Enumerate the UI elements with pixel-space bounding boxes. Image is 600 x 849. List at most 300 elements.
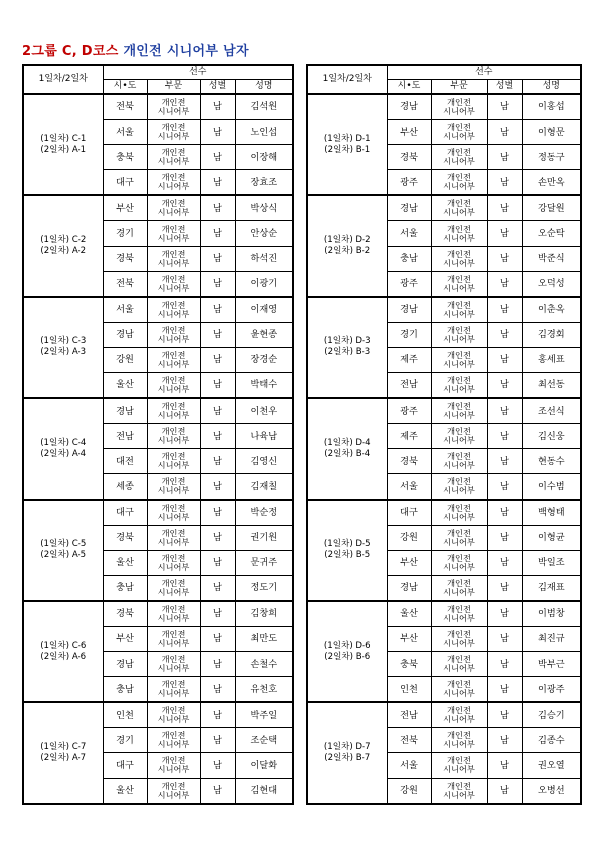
division-cell xyxy=(147,550,200,575)
division-line-1: 개인전 xyxy=(447,248,471,259)
division-line-2: 시니어부 xyxy=(443,282,475,293)
group-day2: (2일차) A-1 xyxy=(40,144,87,155)
division-cell xyxy=(431,347,487,372)
group-label xyxy=(23,195,103,296)
region-cell: 경남 xyxy=(387,575,431,601)
name-cell: 박부근 xyxy=(522,652,581,677)
division-line-1: 개인전 xyxy=(447,223,471,234)
gender-cell: 남 xyxy=(200,500,235,526)
name-cell: 손철수 xyxy=(235,652,293,677)
region-cell: 충남 xyxy=(387,246,431,271)
group-day2: (2일차) B-7 xyxy=(324,752,371,763)
division-line-1: 개인전 xyxy=(161,502,186,513)
gender-cell: 남 xyxy=(200,145,235,170)
division-line-2: 시니어부 xyxy=(443,739,475,750)
division-line-2: 시니어부 xyxy=(157,257,190,268)
gender-cell: 남 xyxy=(487,601,522,627)
group-label xyxy=(307,398,387,499)
name-cell: 손만옥 xyxy=(522,170,581,196)
division-line-1: 개인전 xyxy=(447,172,471,183)
division-line-2: 시니어부 xyxy=(157,384,190,395)
division-line-1: 개인전 xyxy=(447,577,471,588)
division-line-2: 시니어부 xyxy=(157,308,190,319)
region-cell: 경남 xyxy=(103,652,147,677)
gender-cell: 남 xyxy=(200,170,235,196)
group-label xyxy=(307,195,387,296)
region-cell: 부산 xyxy=(387,626,431,651)
group-day2: (2일차) B-1 xyxy=(324,144,371,155)
gender-cell: 남 xyxy=(200,702,235,728)
name-cell: 장경순 xyxy=(235,347,293,372)
division-line-2: 시니어부 xyxy=(157,764,190,775)
group-day1: (1일차) D-3 xyxy=(323,336,371,347)
division-cell xyxy=(431,94,487,120)
region-cell: 세종 xyxy=(103,474,147,500)
gender-cell: 남 xyxy=(200,575,235,601)
division-line-1: 개인전 xyxy=(161,679,186,690)
division-line-1: 개인전 xyxy=(161,172,186,183)
region-cell: 부산 xyxy=(387,550,431,575)
name-cell: 이홍섭 xyxy=(522,94,581,120)
gender-cell: 남 xyxy=(487,424,522,449)
name-cell: 안상순 xyxy=(235,221,293,246)
division-cell xyxy=(147,271,200,297)
table-row xyxy=(307,297,581,323)
table-row xyxy=(307,702,581,728)
division-line-2: 시니어부 xyxy=(157,739,190,750)
division-cell xyxy=(431,170,487,196)
division-cell xyxy=(431,145,487,170)
group-day1: (1일차) D-5 xyxy=(323,539,371,550)
region-cell: 경북 xyxy=(103,525,147,550)
table-row xyxy=(23,195,293,221)
name-cell: 나육남 xyxy=(235,424,293,449)
header-division: 부문 xyxy=(431,80,487,95)
region-cell: 충북 xyxy=(387,652,431,677)
name-cell: 김경회 xyxy=(522,322,581,347)
gender-cell: 남 xyxy=(487,677,522,703)
name-cell: 오순탁 xyxy=(522,221,581,246)
region-cell: 제주 xyxy=(387,347,431,372)
gender-cell: 남 xyxy=(200,525,235,550)
header-gender: 성별 xyxy=(200,80,235,95)
division-line-1: 개인전 xyxy=(447,780,471,791)
gender-cell: 남 xyxy=(487,474,522,500)
table-row xyxy=(307,500,581,526)
header-day: 1일차/2일차 xyxy=(307,65,387,94)
division-cell xyxy=(431,398,487,424)
division-line-2: 시니어부 xyxy=(157,181,190,192)
gender-cell: 남 xyxy=(487,525,522,550)
division-line-2: 시니어부 xyxy=(443,536,475,547)
division-line-2: 시니어부 xyxy=(443,561,475,572)
group-label xyxy=(307,94,387,195)
region-cell: 경기 xyxy=(103,728,147,753)
group-day2: (2일차) B-6 xyxy=(324,651,371,662)
name-cell: 이재영 xyxy=(235,297,293,323)
division-cell xyxy=(147,474,200,500)
division-line-2: 시니어부 xyxy=(443,764,475,775)
gender-cell: 남 xyxy=(200,195,235,221)
division-cell xyxy=(431,778,487,804)
name-cell: 이달화 xyxy=(235,753,293,778)
division-cell xyxy=(147,575,200,601)
gender-cell: 남 xyxy=(200,778,235,804)
name-cell: 박순정 xyxy=(235,500,293,526)
division-cell xyxy=(431,449,487,474)
division-line-2: 시니어부 xyxy=(443,688,475,699)
division-line-2: 시니어부 xyxy=(443,410,475,421)
header-row xyxy=(23,65,293,80)
division-line-2: 시니어부 xyxy=(443,207,475,218)
header-name: 성명 xyxy=(235,80,293,95)
division-line-1: 개인전 xyxy=(447,476,471,487)
header-row xyxy=(307,65,581,80)
name-cell: 이형문 xyxy=(522,120,581,145)
name-cell: 김석원 xyxy=(235,94,293,120)
name-cell: 홍세표 xyxy=(522,347,581,372)
group-label xyxy=(23,297,103,398)
region-cell: 경북 xyxy=(387,449,431,474)
group-day2: (2일차) A-4 xyxy=(40,448,87,459)
division-line-2: 시니어부 xyxy=(157,638,190,649)
name-cell: 김현대 xyxy=(235,778,293,804)
group-day1: (1일차) D-1 xyxy=(323,133,371,144)
region-cell: 서울 xyxy=(387,474,431,500)
division-line-2: 시니어부 xyxy=(443,384,475,395)
region-cell: 전남 xyxy=(387,373,431,399)
name-cell: 박준식 xyxy=(522,246,581,271)
division-line-2: 시니어부 xyxy=(443,106,475,117)
region-cell: 경남 xyxy=(103,322,147,347)
division-line-1: 개인전 xyxy=(447,198,471,209)
division-cell xyxy=(431,500,487,526)
gender-cell: 남 xyxy=(200,550,235,575)
region-cell: 경기 xyxy=(103,221,147,246)
name-cell: 김재표 xyxy=(522,575,581,601)
division-cell xyxy=(431,221,487,246)
gender-cell: 남 xyxy=(487,195,522,221)
region-cell: 전남 xyxy=(103,424,147,449)
name-cell: 이형균 xyxy=(522,525,581,550)
gender-cell: 남 xyxy=(200,728,235,753)
division-line-1: 개인전 xyxy=(161,527,186,538)
name-cell: 이춘옥 xyxy=(522,297,581,323)
division-cell xyxy=(147,525,200,550)
division-line-1: 개인전 xyxy=(447,375,471,386)
region-cell: 서울 xyxy=(103,297,147,323)
gender-cell: 남 xyxy=(200,652,235,677)
division-cell xyxy=(147,246,200,271)
division-line-1: 개인전 xyxy=(161,349,186,360)
division-line-1: 개인전 xyxy=(161,273,186,284)
region-cell: 대구 xyxy=(103,753,147,778)
division-line-1: 개인전 xyxy=(447,401,471,412)
division-cell xyxy=(147,120,200,145)
division-line-1: 개인전 xyxy=(161,248,186,259)
gender-cell: 남 xyxy=(200,398,235,424)
division-line-2: 시니어부 xyxy=(157,131,190,142)
division-cell xyxy=(431,271,487,297)
name-cell: 이광기 xyxy=(235,271,293,297)
name-cell: 유천호 xyxy=(235,677,293,703)
header-players: 선수 xyxy=(387,65,581,80)
table-row xyxy=(23,94,293,120)
name-cell: 오덕성 xyxy=(522,271,581,297)
division-line-2: 시니어부 xyxy=(157,106,190,117)
division-line-2: 시니어부 xyxy=(443,232,475,243)
division-line-1: 개인전 xyxy=(161,198,186,209)
header-region: 시•도 xyxy=(103,80,147,95)
division-line-1: 개인전 xyxy=(161,426,186,437)
division-cell xyxy=(147,424,200,449)
region-cell: 부산 xyxy=(103,195,147,221)
division-line-2: 시니어부 xyxy=(157,333,190,344)
gender-cell: 남 xyxy=(487,322,522,347)
gender-cell: 남 xyxy=(200,449,235,474)
division-line-1: 개인전 xyxy=(447,299,471,310)
division-cell xyxy=(147,601,200,627)
gender-cell: 남 xyxy=(487,297,522,323)
division-line-1: 개인전 xyxy=(447,654,471,665)
gender-cell: 남 xyxy=(200,753,235,778)
name-cell: 장효조 xyxy=(235,170,293,196)
name-cell: 김신웅 xyxy=(522,424,581,449)
name-cell: 백형태 xyxy=(522,500,581,526)
gender-cell: 남 xyxy=(487,500,522,526)
name-cell: 현동수 xyxy=(522,449,581,474)
division-line-1: 개인전 xyxy=(447,679,471,690)
division-cell xyxy=(431,677,487,703)
name-cell: 이범창 xyxy=(522,601,581,627)
gender-cell: 남 xyxy=(487,246,522,271)
name-cell: 하석진 xyxy=(235,246,293,271)
division-cell xyxy=(147,195,200,221)
division-line-2: 시니어부 xyxy=(443,586,475,597)
title-event: 개인전 시니어부 남자 xyxy=(123,44,249,59)
region-cell: 강원 xyxy=(103,347,147,372)
region-cell: 인천 xyxy=(103,702,147,728)
region-cell: 충남 xyxy=(103,575,147,601)
header-day: 1일차/2일차 xyxy=(23,65,103,94)
division-line-2: 시니어부 xyxy=(443,131,475,142)
group-day2: (2일차) A-7 xyxy=(40,752,87,763)
name-cell: 박주일 xyxy=(235,702,293,728)
division-cell xyxy=(431,424,487,449)
division-line-1: 개인전 xyxy=(161,97,186,108)
region-cell: 부산 xyxy=(387,120,431,145)
region-cell: 울산 xyxy=(103,550,147,575)
name-cell: 최진규 xyxy=(522,626,581,651)
gender-cell: 남 xyxy=(487,702,522,728)
table-row xyxy=(23,601,293,627)
division-line-1: 개인전 xyxy=(161,122,186,133)
region-cell: 광주 xyxy=(387,271,431,297)
region-cell: 인천 xyxy=(387,677,431,703)
name-cell: 조선식 xyxy=(522,398,581,424)
division-line-1: 개인전 xyxy=(161,629,186,640)
division-cell xyxy=(147,322,200,347)
division-line-1: 개인전 xyxy=(447,755,471,766)
division-cell xyxy=(431,297,487,323)
division-line-2: 시니어부 xyxy=(443,358,475,369)
gender-cell: 남 xyxy=(200,297,235,323)
division-cell xyxy=(147,677,200,703)
division-cell xyxy=(147,398,200,424)
division-line-2: 시니어부 xyxy=(443,181,475,192)
division-line-2: 시니어부 xyxy=(157,511,190,522)
region-cell: 대구 xyxy=(103,500,147,526)
division-line-2: 시니어부 xyxy=(157,688,190,699)
group-label xyxy=(23,601,103,702)
division-line-2: 시니어부 xyxy=(443,333,475,344)
division-cell xyxy=(147,297,200,323)
division-cell xyxy=(147,347,200,372)
table-row xyxy=(23,297,293,323)
division-line-1: 개인전 xyxy=(447,122,471,133)
region-cell: 전북 xyxy=(387,728,431,753)
group-label xyxy=(23,94,103,195)
name-cell: 박상식 xyxy=(235,195,293,221)
division-line-1: 개인전 xyxy=(161,730,186,741)
division-line-2: 시니어부 xyxy=(443,460,475,471)
name-cell: 정도기 xyxy=(235,575,293,601)
division-line-1: 개인전 xyxy=(161,324,186,335)
group-day1: (1일차) D-2 xyxy=(323,235,371,246)
gender-cell: 남 xyxy=(487,652,522,677)
table-row xyxy=(307,398,581,424)
region-cell: 광주 xyxy=(387,170,431,196)
division-line-2: 시니어부 xyxy=(157,410,190,421)
header-division: 부문 xyxy=(147,80,200,95)
gender-cell: 남 xyxy=(487,753,522,778)
division-line-1: 개인전 xyxy=(447,527,471,538)
division-cell xyxy=(431,575,487,601)
gender-cell: 남 xyxy=(200,626,235,651)
region-cell: 강원 xyxy=(387,525,431,550)
name-cell: 최만도 xyxy=(235,626,293,651)
division-cell xyxy=(147,626,200,651)
table-row xyxy=(23,702,293,728)
group-day2: (2일차) A-5 xyxy=(40,550,87,561)
division-line-1: 개인전 xyxy=(447,426,471,437)
gender-cell: 남 xyxy=(200,221,235,246)
name-cell: 윤현종 xyxy=(235,322,293,347)
group-day1: (1일차) D-4 xyxy=(323,437,371,448)
region-cell: 충남 xyxy=(103,677,147,703)
division-cell xyxy=(431,550,487,575)
division-line-1: 개인전 xyxy=(161,223,186,234)
division-cell xyxy=(147,702,200,728)
division-line-1: 개인전 xyxy=(161,375,186,386)
region-cell: 대구 xyxy=(387,500,431,526)
region-cell: 충북 xyxy=(103,145,147,170)
division-line-2: 시니어부 xyxy=(443,257,475,268)
region-cell: 부산 xyxy=(103,626,147,651)
division-line-1: 개인전 xyxy=(447,552,471,563)
region-cell: 전북 xyxy=(103,271,147,297)
header-name: 성명 xyxy=(522,80,581,95)
group-day1: (1일차) C-3 xyxy=(40,336,87,347)
division-line-2: 시니어부 xyxy=(443,485,475,496)
gender-cell: 남 xyxy=(200,347,235,372)
division-cell xyxy=(431,525,487,550)
gender-cell: 남 xyxy=(200,322,235,347)
group-day2: (2일차) A-6 xyxy=(40,651,87,662)
division-cell xyxy=(431,728,487,753)
name-cell: 조순택 xyxy=(235,728,293,753)
division-cell xyxy=(147,373,200,399)
division-line-2: 시니어부 xyxy=(157,561,190,572)
name-cell: 오병선 xyxy=(522,778,581,804)
gender-cell: 남 xyxy=(487,170,522,196)
gender-cell: 남 xyxy=(200,94,235,120)
division-cell xyxy=(431,652,487,677)
region-cell: 전남 xyxy=(387,702,431,728)
name-cell: 이광주 xyxy=(522,677,581,703)
division-line-1: 개인전 xyxy=(447,629,471,640)
division-line-1: 개인전 xyxy=(447,451,471,462)
division-cell xyxy=(147,170,200,196)
region-cell: 서울 xyxy=(103,120,147,145)
group-day1: (1일차) D-7 xyxy=(323,741,371,752)
name-cell: 강달원 xyxy=(522,195,581,221)
region-cell: 대구 xyxy=(103,170,147,196)
title-group-course: 2그룹 C, D코스 xyxy=(22,44,119,59)
division-line-1: 개인전 xyxy=(161,147,186,158)
group-day1: (1일차) C-4 xyxy=(40,437,87,448)
division-line-1: 개인전 xyxy=(447,705,471,716)
group-label xyxy=(23,500,103,601)
gender-cell: 남 xyxy=(487,550,522,575)
division-line-2: 시니어부 xyxy=(157,485,190,496)
division-line-1: 개인전 xyxy=(447,147,471,158)
division-line-2: 시니어부 xyxy=(157,232,190,243)
division-cell xyxy=(431,601,487,627)
table-row xyxy=(307,195,581,221)
region-cell: 경기 xyxy=(387,322,431,347)
division-cell xyxy=(431,195,487,221)
division-line-2: 시니어부 xyxy=(443,308,475,319)
division-line-1: 개인전 xyxy=(161,780,186,791)
gender-cell: 남 xyxy=(200,373,235,399)
region-cell: 경남 xyxy=(387,297,431,323)
division-line-2: 시니어부 xyxy=(157,435,190,446)
gender-cell: 남 xyxy=(200,271,235,297)
group-day2: (2일차) A-3 xyxy=(40,347,87,358)
region-cell: 서울 xyxy=(387,753,431,778)
division-line-2: 시니어부 xyxy=(157,207,190,218)
division-cell xyxy=(431,626,487,651)
division-cell xyxy=(431,474,487,500)
table-row xyxy=(307,601,581,627)
name-cell: 김재칠 xyxy=(235,474,293,500)
name-cell: 권오열 xyxy=(522,753,581,778)
group-day2: (2일차) B-2 xyxy=(324,246,371,257)
division-cell xyxy=(431,373,487,399)
division-cell xyxy=(147,778,200,804)
division-line-1: 개인전 xyxy=(161,451,186,462)
division-line-2: 시니어부 xyxy=(157,156,190,167)
division-line-2: 시니어부 xyxy=(443,663,475,674)
division-line-2: 시니어부 xyxy=(157,536,190,547)
division-cell xyxy=(147,94,200,120)
division-line-2: 시니어부 xyxy=(157,282,190,293)
page-title xyxy=(22,40,249,59)
header-players: 선수 xyxy=(103,65,293,80)
header-region: 시•도 xyxy=(387,80,431,95)
division-line-1: 개인전 xyxy=(161,401,186,412)
